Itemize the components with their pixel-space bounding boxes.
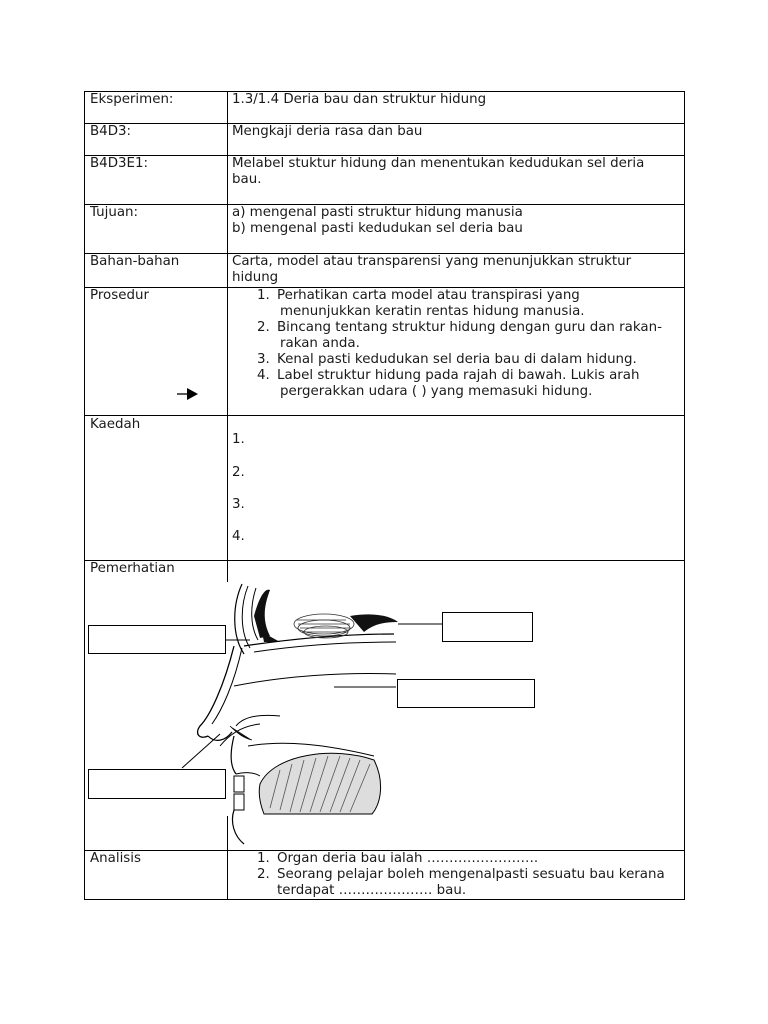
tujuan-label: Tujuan: — [90, 205, 139, 220]
prosedur-step-line: Bincang tentang struktur hidung dengan guru dan rakan- — [277, 320, 662, 335]
label-box-right-middle[interactable] — [397, 679, 535, 708]
nose-cross-section-diagram — [84, 576, 684, 850]
kaedah-item: 2. — [232, 465, 245, 480]
analisis-item-line: Seorang pelajar boleh mengenalpasti sesuatu bau kerana — [277, 867, 665, 882]
column-divider-top — [227, 91, 228, 560]
kaedah-item: 3. — [232, 497, 245, 512]
analisis-label: Analisis — [90, 851, 141, 866]
right-arrow-icon — [177, 386, 199, 400]
b4d3e1-value-line: bau. — [232, 172, 262, 187]
bahan-value-line: hidung — [232, 270, 279, 285]
bahan-value-line: Carta, model atau transparensi yang menunjukkan struktur — [232, 254, 632, 269]
bahan-label: Bahan-bahan — [90, 254, 180, 269]
analisis-item-number: 2. — [257, 867, 270, 882]
b4d3e1-label: B4D3E1: — [90, 156, 149, 171]
label-box-right-top[interactable] — [442, 612, 533, 642]
kaedah-item: 4. — [232, 529, 245, 544]
analisis-item-number: 1. — [257, 851, 270, 866]
prosedur-step-number: 1. — [257, 288, 270, 303]
prosedur-step-line: Kenal pasti kedudukan sel deria bau di dalam hidung. — [277, 352, 637, 367]
b4d3-value: Mengkaji deria rasa dan bau — [232, 124, 423, 139]
kaedah-item: 1. — [232, 432, 245, 447]
prosedur-step-line: pergerakkan udara ( ) yang memasuki hidung. — [280, 384, 593, 399]
prosedur-step-line: menunjukkan keratin rentas hidung manusia. — [280, 304, 585, 319]
b4d3-label: B4D3: — [90, 124, 132, 139]
analisis-item-line: terdapat ………………… bau. — [277, 883, 467, 898]
eksperimen-label: Eksperimen: — [90, 92, 174, 107]
pemerhatian-label: Pemerhatian — [90, 561, 175, 576]
analisis-item-line: Organ deria bau ialah ……………………. — [277, 851, 539, 866]
prosedur-step-number: 3. — [257, 352, 270, 367]
prosedur-label: Prosedur — [90, 288, 149, 303]
tujuan-item: b) mengenal pasti kedudukan sel deria bau — [232, 221, 523, 236]
kaedah-label: Kaedah — [90, 417, 141, 432]
eksperimen-value: 1.3/1.4 Deria bau dan struktur hidung — [232, 92, 487, 107]
label-box-left-top[interactable] — [88, 625, 226, 654]
prosedur-step-line: Label struktur hidung pada rajah di bawah. Lukis arah — [277, 368, 640, 383]
tujuan-item: a) mengenal pasti struktur hidung manusia — [232, 205, 523, 220]
prosedur-step-number: 4. — [257, 368, 270, 383]
prosedur-step-line: Perhatikan carta model atau transpirasi yang — [277, 288, 580, 303]
row-rule — [84, 415, 685, 416]
prosedur-step-line: rakan anda. — [280, 336, 360, 351]
label-box-left-bottom[interactable] — [88, 769, 226, 799]
b4d3e1-value-line: Melabel stuktur hidung dan menentukan kedudukan sel deria — [232, 156, 645, 171]
prosedur-step-number: 2. — [257, 320, 270, 335]
